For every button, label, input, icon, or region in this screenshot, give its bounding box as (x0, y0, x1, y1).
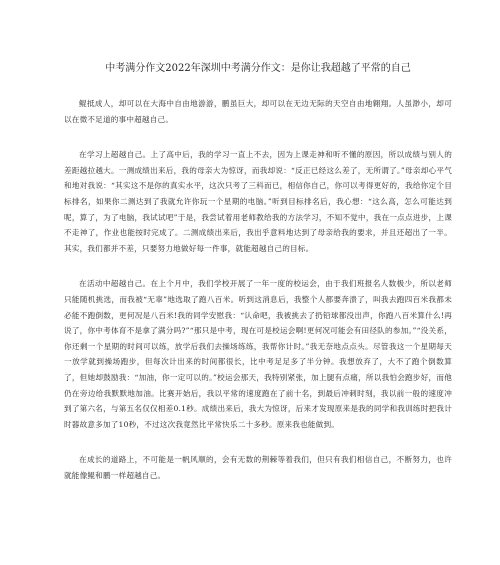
paragraph-intro: 鲲抵成人，却可以在大海中自由地游游，鹏虽巨大，却可以在无边无际的天空自由地翱翔。人虽渺小，却可以在微不足道的事中超越自己。 (64, 99, 452, 124)
paragraph-spacer (64, 432, 452, 452)
paragraph-spacer (64, 256, 452, 276)
paragraph-activity: 在活动中超越自己。在上个月中，我们学校开展了一年一度的校运会，由于我们班报名人数极少，所以老师只能随机挑选，而我被“无辜”地选取了跑八百米。听到这消息后，我整个人都要奔溃了，叫我去跑四百米我都未必能不跑倒数，更何况是八百米!我的同学安慰我：“认命吧，我被挑去了扔铅球都没出声，你跑八百米算什么!再说了，你中考体育不是拿了满分吗?”“那只是中考，现在可是校运会啊!更何况可能会有田径队的参加。”“没关系，你还剩一个星期的时间可以练，放学后我们去操场练练，我帮你计时。”我无奈地点点头。尽管我这一个星期每天一放学就到操场跑步，但每次计出来的时间都很长，比中考足足多了半分钟。我想放弃了，大不了跑个倒数算了，但她却鼓励我：“加油，你一定可以的。”校运会那天，我特别紧张，加上腿有点痛，所以我怕会跑步好，而他仍在旁边给我默默地加油。比赛开始后，我以平常的速度跑在了前十名，到最后冲刺时刻，我以前一般的速度冲到了第六名，与第五名仅仅相差0.1秒。成绩出来后，我大为惊讶，后来才发现原来是我的同学和我训练时把我计时器故意多加了10秒，不过这次我竟然比平常快乐二十多秒。原来我也能做到。 (64, 279, 452, 429)
paragraph-spacer (64, 127, 452, 147)
paragraph-conclusion: 在成长的道路上，不可能是一帆风顺的，会有无数的荆棘等着我们，但只有我们相信自己，不断努力，也许就能像鲲和鹏一样超越自己。 (64, 455, 452, 480)
paragraph-study: 在学习上超越自己。上了高中后，我的学习一直上不去，因为上课走神和听不懂的原因，所以成绩与别人的差距越拉越大。一测成绩出来后，我的母亲大为惊讶，而我却说：“反正已经这么差了，无所谓了。”母亲却心平气和地对我说：“其实这不是你的真实水平，这次只考了三科而已，相信你自己，你可以考得更好的，我给你定个目标排名，如果你二测达到了我就允许你玩一个星期的电脑。”听到目标排名后，我心想：“这么高，怎么可能达到呢，算了，为了电脑，我试试吧”于是，我尝试着用老师教给我的方法学习，不知不觉中，我在一点点进步，上课不走神了，作业也能按时完成了。二测成绩出来后，我出乎意料地达到了母亲给我的要求，并且还超出了一半。其实，我们都并不差，只要努力地做好每一件事，就能超越自己的目标。 (64, 150, 452, 253)
document-title: 中考满分作文2022年深圳中考满分作文：是你让我超越了平常的自己 (105, 63, 411, 74)
